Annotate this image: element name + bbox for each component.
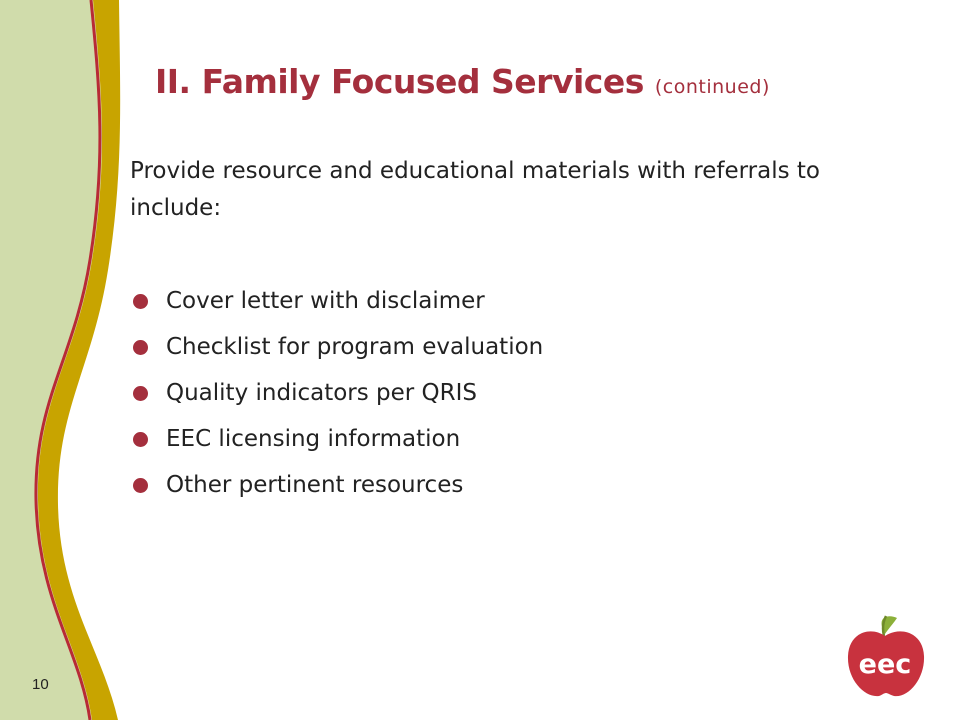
bullet-dot-icon: [133, 294, 148, 309]
bullet-dot-icon: [133, 386, 148, 401]
bullet-item: [130, 328, 543, 374]
bullet-item: [130, 466, 543, 512]
bullet-text: Cover letter with disclaimer: [166, 288, 485, 314]
title-main: II. Family Focused Services: [155, 62, 644, 101]
intro-text: Provide resource and educational materials with referrals to include:: [130, 158, 820, 221]
bullet-item: [130, 282, 543, 328]
bullet-text: Quality indicators per QRIS: [166, 380, 478, 406]
bullet-item: [130, 420, 543, 466]
bullet-item: [130, 374, 543, 420]
decorative-side-band: [0, 0, 130, 720]
bullet-text: EEC licensing information: [166, 426, 461, 452]
bullet-text: Checklist for program evaluation: [166, 334, 544, 360]
slide-title: [155, 62, 770, 101]
bullet-dot-icon: [133, 478, 148, 493]
apple-logo-icon: [845, 612, 927, 700]
bullet-dot-icon: [133, 432, 148, 447]
page-number: 10: [32, 676, 49, 693]
bullet-dot-icon: [133, 340, 148, 355]
logo-text: eec: [858, 649, 912, 680]
title-suffix: (continued): [654, 76, 770, 98]
bullet-list: [130, 282, 543, 512]
bullet-text: Other pertinent resources: [166, 472, 464, 498]
